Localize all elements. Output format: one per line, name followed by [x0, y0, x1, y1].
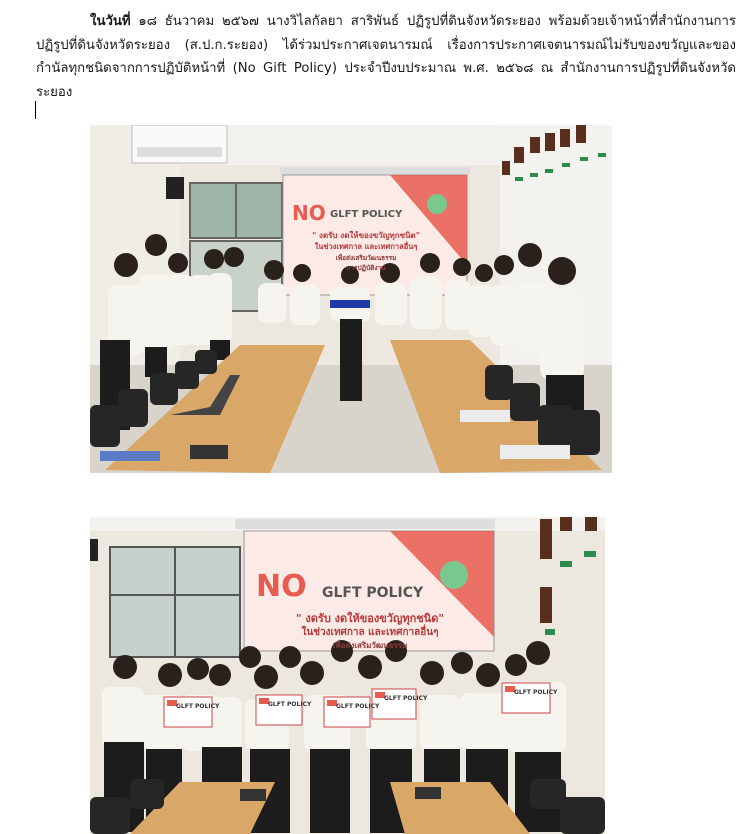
screen-line-3-2: เพื่อส่งเสริมวัฒนธรรม	[332, 641, 408, 650]
card-label-4: GLFT POLICY	[384, 695, 428, 702]
card-label-1: GLFT POLICY	[176, 703, 220, 710]
screen-line-2-2: ในช่วงเทศกาล และเทศกาลอื่นๆ	[301, 627, 439, 638]
card-label-3: GLFT POLICY	[336, 703, 380, 710]
card-label-2: GLFT POLICY	[268, 701, 312, 708]
screen-logo-policy: GLFT POLICY	[330, 209, 403, 220]
screen-logo-policy-2: GLFT POLICY	[322, 585, 424, 601]
text-cursor	[35, 101, 36, 119]
paragraph-text: ๑๘ ธันวาคม ๒๕๖๗ นางวิไลกัลยา สาริพันธ์ ปฏิรูปที่ดินจังหวัดระยอง พร้อมด้วยเจ้าหน้าที่สำนักงานการปฏิรูปที่ดินจังหวัดระยอง (ส.ป.ก.ระยอง) ได้ร่วมประกาศเจตนารมณ์ เรื่องการประกาศเจตนารมณ์ไม่รับของขวัญและของกำนัลทุกชนิดจากการปฏิบัติหน้าที่ (No Gift Policy) ประจำปีงบประมาณ พ.ศ. ๒๕๖๘ ณ สำนักงานการปฏิรูปที่ดินจังหวัดระยอง	[36, 14, 736, 100]
screen-line-1: " งดรับ งดให้ของขวัญทุกชนิด"	[312, 231, 420, 240]
screen-line-2: ในช่วงเทศกาล และเทศกาลอื่นๆ	[314, 242, 418, 251]
screen-line-1-2: " งดรับ งดให้ของขวัญทุกชนิด"	[295, 612, 445, 625]
screen-line-4: การปฏิบัติงาน	[346, 264, 386, 272]
paragraph-lead: ในวันที่	[90, 14, 131, 29]
photo-group-standing[interactable]	[90, 125, 612, 473]
card-label-5: GLFT POLICY	[514, 689, 558, 696]
screen-logo-no-2: NO	[256, 569, 307, 604]
screen-logo-no: NO	[292, 201, 326, 225]
photo-scene-1	[90, 125, 612, 473]
photo-scene-2	[90, 517, 605, 834]
screen-line-3: เพื่อส่งเสริมวัฒนธรรม	[335, 254, 397, 262]
photo-group-holding-cards[interactable]	[90, 517, 605, 834]
body-paragraph	[36, 10, 736, 104]
